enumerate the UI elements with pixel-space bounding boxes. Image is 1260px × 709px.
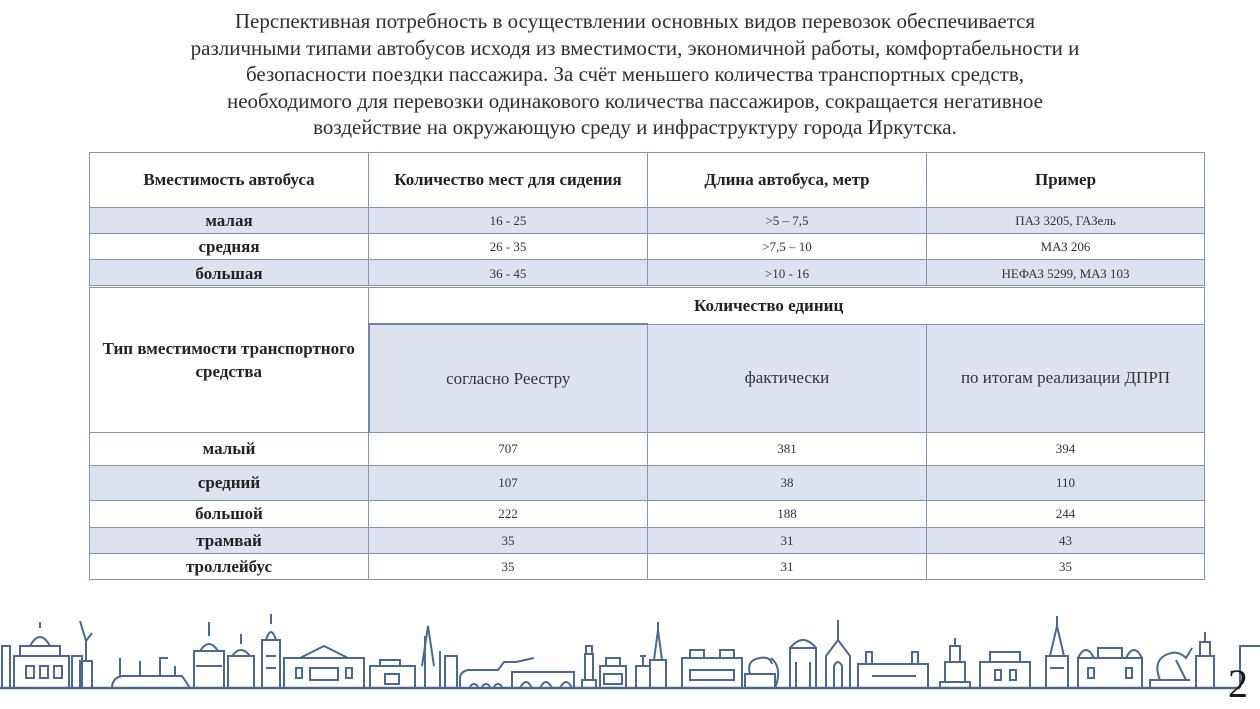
header-capacity: Вместимость автобуса <box>90 153 369 208</box>
cell-dprp: 244 <box>927 501 1205 528</box>
table-row <box>90 501 1205 528</box>
header-example: Пример <box>927 153 1205 208</box>
cell-example: ПАЗ 3205, ГАЗель <box>927 208 1205 234</box>
table-row <box>90 234 1205 260</box>
cell-dprp: 35 <box>927 554 1205 580</box>
cell-seats: 36 - 45 <box>489 266 527 281</box>
cell-dprp: 110 <box>927 466 1205 501</box>
intro-line: Перспективная потребность в осуществлении основных видов перевозок обеспечивается <box>234 9 1036 33</box>
cell-length: >10 - 16 <box>764 266 810 281</box>
vehicle-units-table <box>89 287 1205 580</box>
table-row <box>90 208 1205 234</box>
cell-actual: 381 <box>648 433 927 466</box>
table-row <box>90 528 1205 554</box>
intro-paragraph <box>120 8 1150 141</box>
table-row <box>90 554 1205 580</box>
header-vehicle-type: Тип вместимости транспортного средства <box>90 288 369 433</box>
header-seats: Количество мест для сидения <box>369 153 648 208</box>
cell-type: средний <box>90 466 369 501</box>
intro-line: необходимого для перевозки одинакового количества пассажиров, сокращается негативное <box>227 88 1043 113</box>
page-number: 2 <box>1228 661 1248 706</box>
header-length: Длина автобуса, метр <box>648 153 927 208</box>
cell-seats: 16 - 25 <box>369 208 648 234</box>
cell-type: большой <box>90 501 369 528</box>
cell-actual: 38 <box>648 466 927 501</box>
units-header-row <box>90 288 1205 325</box>
cell-actual: 31 <box>648 554 927 580</box>
cell-capacity: большая <box>195 264 263 283</box>
header-units-count: Количество единиц <box>369 288 1205 325</box>
cell-registry: 107 <box>369 466 648 501</box>
city-skyline-illustration <box>0 606 1260 698</box>
cell-actual: 188 <box>648 501 927 528</box>
cell-registry: 35 <box>369 554 648 580</box>
table-header-row <box>90 153 1205 208</box>
cell-dprp: 394 <box>927 433 1205 466</box>
cell-type: трамвай <box>90 528 369 554</box>
cell-capacity: средняя <box>90 234 369 260</box>
table-row <box>90 260 1205 286</box>
cell-capacity: малая <box>90 208 369 234</box>
intro-line: воздействие на окружающую среду и инфраструктуру города Иркутска. <box>313 115 957 139</box>
cell-registry: 35 <box>369 528 648 554</box>
cell-example: МАЗ 206 <box>927 234 1205 260</box>
cell-type: малый <box>90 433 369 466</box>
cell-example: НЕФАЗ 5299, МАЗ 103 <box>1001 266 1130 281</box>
subheader-registry: согласно Реестру <box>369 324 648 433</box>
cell-registry: 222 <box>369 501 648 528</box>
intro-line: различными типами автобусов исходя из вместимости, экономичной работы, комфортабельности и <box>190 35 1080 60</box>
intro-line: безопасности поездки пассажира. За счёт меньшего количества транспортных средств, <box>245 62 1024 86</box>
bus-capacity-table <box>89 152 1205 286</box>
table-row <box>90 466 1205 501</box>
cell-actual: 31 <box>648 528 927 554</box>
cell-registry: 707 <box>369 433 648 466</box>
cell-type: троллейбус <box>90 554 369 580</box>
cell-length: >5 – 7,5 <box>648 208 927 234</box>
cell-dprp: 43 <box>927 528 1205 554</box>
subheader-dprp: по итогам реализации ДПРП <box>927 324 1205 433</box>
table-row <box>90 433 1205 466</box>
cell-length: >7,5 – 10 <box>648 234 927 260</box>
subheader-actual: фактически <box>648 324 927 433</box>
cell-seats: 26 - 35 <box>369 234 648 260</box>
